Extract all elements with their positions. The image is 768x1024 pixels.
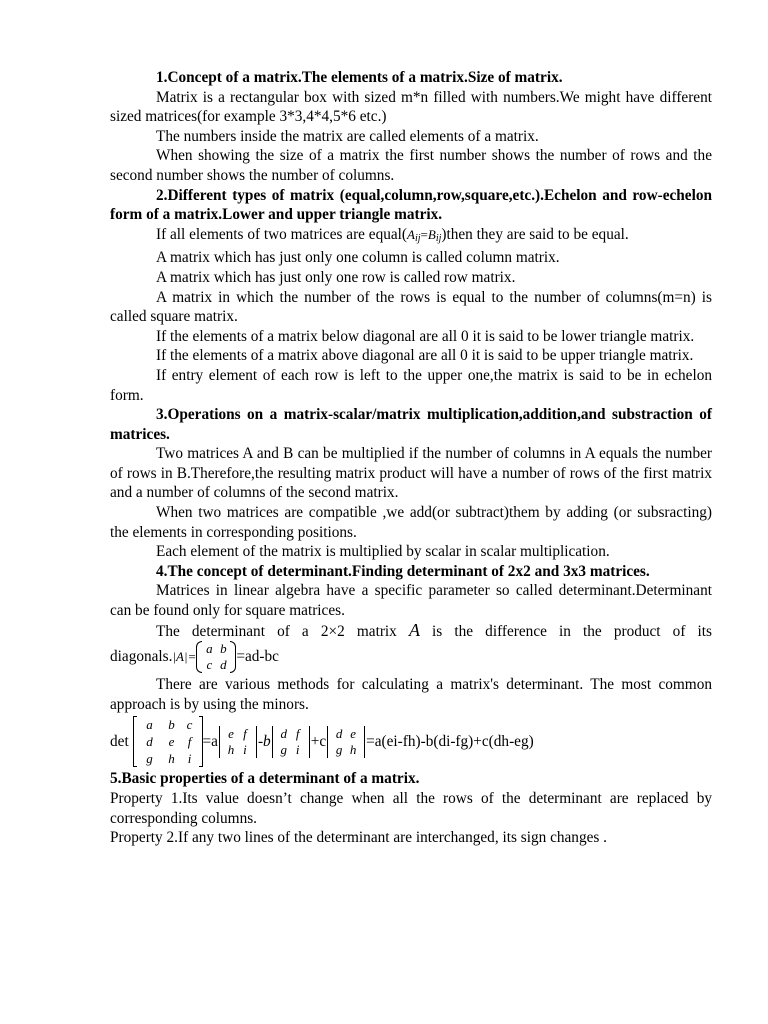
matrix-cell: g: [146, 751, 153, 767]
matrix-cell: e: [228, 725, 234, 741]
det-label: det: [110, 732, 129, 750]
section-3-paragraph: Each element of the matrix is multiplied by scalar in scalar multiplication.: [156, 543, 610, 561]
math-A: A: [407, 226, 415, 242]
matrix-cell: b: [220, 641, 227, 657]
right-bar: [256, 726, 257, 758]
left-bar: [219, 726, 220, 758]
matrix-cell: f: [243, 725, 247, 741]
left-parenthesis: [196, 641, 202, 673]
section-4-paragraph: Matrices in linear algebra have a specific parameter so called determinant.Determinant can be found only for square matrices.: [110, 582, 712, 620]
matrix-cell: g: [335, 741, 343, 757]
math-subscript: ij: [435, 232, 442, 244]
section-1-heading: 1.Concept of a matrix.The elements of a matrix.Size of matrix.: [156, 69, 563, 86]
section-4-paragraph: There are various methods for calculating a matrix's determinant. The most common approach is by using the minors.: [110, 676, 712, 713]
section-2-paragraph: If entry element of each row is left to the upper one,the matrix is said to be in echelon form.: [110, 366, 712, 404]
section-2-heading: 2.Different types of matrix (equal,column,row,square,etc.).Echelon and row-echelon form of a matrix.Lower and upper triangle matrix.: [110, 186, 712, 224]
matrix-row: [224, 742, 252, 758]
section-3-paragraph: When two matrices are compatible ,we add(or subtract)them by adding (or subsracting) the elements in corresponding positions.: [110, 504, 712, 541]
text-span: =a: [202, 732, 218, 750]
right-bar: [309, 726, 310, 758]
text-span: diagonals.: [110, 648, 173, 666]
matrix-row: [332, 742, 360, 758]
matrix-cell: h: [168, 751, 175, 767]
section-2-paragraph: If the elements of a matrix above diagonal are all 0 it is said to be upper triangle matrix.: [156, 347, 694, 365]
determinant-2x2-paragraph: [110, 621, 712, 642]
matrix-cell: g: [280, 741, 287, 757]
matrix-cell: c: [206, 657, 213, 673]
section-1-paragraph: When showing the size of a matrix the first number shows the number of rows and the second number shows the number of columns.: [110, 147, 712, 184]
math-subscript: ij: [414, 232, 421, 244]
right-bar: [364, 726, 365, 758]
matrix-cell: d: [146, 734, 153, 750]
matrix-row: [277, 726, 305, 742]
text-span: =ad-bc: [236, 648, 279, 666]
matrix-row: [139, 733, 197, 750]
matrix-row: [139, 750, 197, 767]
text-span: -b: [257, 732, 271, 750]
left-bracket: [133, 716, 137, 767]
matrix-cell: a: [206, 641, 213, 657]
minor-ei-fh: [218, 726, 258, 758]
matrix-cell: i: [295, 741, 300, 757]
matrix-row: [277, 742, 305, 758]
equal-matrices-paragraph: [110, 225, 712, 249]
text-span: )then they are said to be equal.: [441, 225, 629, 243]
section-2-paragraph: If the elements of a matrix below diagonal are all 0 it is said to be lower triangle matrix.: [156, 327, 695, 345]
math-equals: =: [420, 226, 428, 242]
document-page: [110, 68, 712, 848]
matrix-cell: e: [168, 734, 175, 750]
matrix-cell: d: [335, 725, 343, 741]
right-bracket: [199, 716, 203, 767]
matrix-row: [224, 726, 252, 742]
text-span: If all elements of two matrices are equal(: [156, 225, 408, 243]
minor-dh-eg: [326, 726, 366, 758]
section-1-paragraph: The numbers inside the matrix are called elements of a matrix.: [156, 127, 539, 145]
text-span: =a(ei-fh)-b(di-fg)+c(dh-eg): [366, 732, 534, 750]
math-B: B: [427, 226, 436, 242]
matrix-cell: e: [350, 725, 357, 741]
matrix-cell: i: [243, 741, 247, 757]
text-span: The determinant of a 2×2 matrix: [156, 622, 409, 640]
section-4-heading: 4.The concept of determinant.Finding determinant of 2x2 and 3x3 matrices.: [156, 562, 650, 580]
matrix-cell: c: [186, 717, 193, 733]
section-2-paragraph: A matrix which has just only one row is called row matrix.: [156, 268, 516, 286]
section-3-heading: 3.Operations on a matrix-scalar/matrix multiplication,addition,and substraction of matrices.: [110, 406, 712, 443]
section-5-heading: 5.Basic properties of a determinant of a matrix.: [110, 770, 420, 788]
section-2-paragraph: A matrix which has just only one column is called column matrix.: [156, 249, 560, 267]
math-abs-A: |A|=: [172, 649, 197, 665]
left-bar: [327, 726, 328, 758]
right-parenthesis: [230, 641, 236, 673]
matrix-cell: d: [280, 725, 287, 741]
matrix-2x2: [196, 641, 236, 673]
matrix-row: [332, 726, 360, 742]
matrix-3x3: [133, 716, 203, 767]
determinant-3x3-formula: [110, 716, 712, 767]
matrix-cell: h: [227, 741, 235, 757]
math-A: A: [408, 619, 420, 640]
section-1-paragraph: Matrix is a rectangular box with sized m*n filled with numbers.We might have different sized matrices(for example 3*3,4*4,5*6 etc.): [110, 88, 712, 126]
matrix-cell: a: [146, 717, 153, 733]
matrix-cell: f: [295, 725, 300, 741]
matrix-cell: b: [168, 717, 175, 733]
matrix-row: [202, 657, 230, 673]
matrix-cell: h: [349, 741, 357, 757]
text-span: is the difference in the product of its: [419, 622, 712, 640]
matrix-cell: i: [187, 751, 192, 767]
text-span: +c: [310, 732, 327, 750]
property-2: Property 2.If any two lines of the determinant are interchanged, its sign changes .: [110, 829, 607, 847]
property-1: Property 1.Its value doesn’t change when all the rows of the determinant are replaced by corresponding columns.: [110, 790, 712, 827]
matrix-cell: f: [187, 734, 192, 750]
section-3-paragraph: Two matrices A and B can be multiplied if the number of columns in A equals the number of rows in B.Therefore,the resulting matrix product will have a number of rows of the first matrix and a number of columns of the second matrix.: [110, 445, 712, 502]
minor-di-fg: [271, 726, 311, 758]
section-2-paragraph: A matrix in which the number of the rows is equal to the number of columns(m=n) is called square matrix.: [110, 288, 712, 326]
matrix-row: [202, 641, 230, 657]
matrix-cell: d: [220, 657, 227, 673]
left-bar: [272, 726, 273, 758]
matrix-row: [139, 716, 197, 733]
determinant-2x2-formula: [110, 641, 712, 673]
